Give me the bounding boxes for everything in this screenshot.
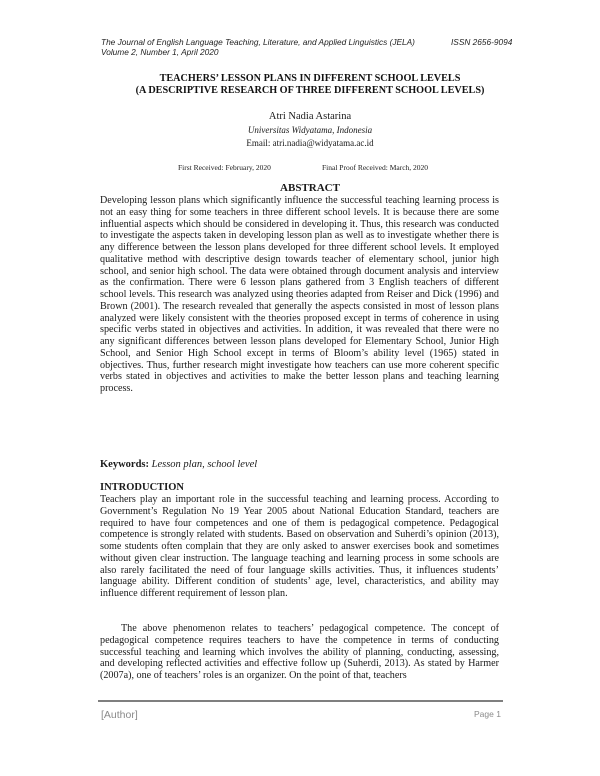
paper-title-line-2: (A DESCRIPTIVE RESEARCH OF THREE DIFFERENT SCHOOL LEVELS)	[135, 85, 485, 96]
keywords	[100, 459, 257, 470]
author-email: Email: atri.nadia@widyatama.ac.id	[246, 138, 374, 148]
keywords-value: Lesson plan, school level	[151, 459, 258, 470]
footer-divider	[98, 700, 503, 702]
keywords-label: Keywords:	[100, 459, 149, 470]
journal-header: The Journal of English Language Teaching, Literature, and Applied Linguistics (JELA)	[101, 37, 415, 47]
final-proof-date: Final Proof Received: March, 2020	[322, 163, 429, 172]
page-number: Page 1	[474, 709, 501, 719]
volume-info: Volume 2, Number 1, April 2020	[101, 47, 219, 57]
introduction-heading: INTRODUCTION	[100, 482, 185, 493]
introduction-paragraph-1: Teachers play an important role in the successful teaching and learning process. According to Government’s Regulation No 19 Year 2005 about National Education Standard, teachers are required to have four competences and one of them is pedagogical competence. Pedagogical competence is strongly related with students. Based on observation and Suherdi’s opinion (2013), some students often complain that they are only asked to answer exercises book and sometimes without given clear instruction. The language teaching and learning process in some schools are also rarely facilitated the need of four language skills activities. Thus, it influences students’ language ability. Different condition of students’ age, level, characteristics, and ability may influence different requirement of lesson plan.	[100, 494, 499, 599]
abstract-heading: ABSTRACT	[280, 182, 340, 194]
abstract-text: Developing lesson plans which significantly influence the successful teaching learning process is not an easy thing for some teachers in three different school levels. It is because there are some influential aspects which should be considered in developing it. Thus, this research was conducted to investigate the aspects taken in developing lesson plan as well as to investigate whether there is any difference between the lesson plans developed for three different school levels. It employed qualitative method with descriptive design towards teacher of elementary school, junior high school, and senior high school. The data were obtained through document analysis and interview as the confirmation. There were 6 lesson plans gathered from 3 English teachers of different school levels. This research was analyzed using theories adapted from Reiser and Dick (1996) and Brown (2001). The research revealed that generally the aspects consisted in most of lesson plans analyzed were likely consistent with the theories proposed except in terms of coherence in using specific verbs stated in objectives and activities. In addition, it was revealed that there were no any significant differences between lesson plans developed for Elementary School, Junior High School, and Senior High School except in terms of Bloom’s ability level (1965) stated in objectives. Thus, further research might investigate how teachers can use more coherent specific verbs stated in objectives and activities to make the better lesson plans and teaching learning process.	[100, 195, 499, 394]
footer-author: [Author]	[101, 709, 138, 721]
author-affiliation: Universitas Widyatama, Indonesia	[247, 125, 373, 135]
first-received-date: First Received: February, 2020	[178, 163, 271, 172]
introduction-paragraph-2: The above phenomenon relates to teachers’ pedagogical competence. The concept of pedagogical competence requires teachers to have the competence in terms of conducting successful teaching and learning which involves the ability of planning, conducting, assessing, and developing reflected activities and effective follow up (Suherdi, 2013). As stated by Harmer (2007a), one of teachers’ roles is an organizer. On the point of that, teachers	[100, 623, 499, 681]
author-name: Atri Nadia Astarina	[268, 111, 352, 122]
issn: ISSN 2656-9094	[451, 37, 513, 47]
paper-title-line-1: TEACHERS’ LESSON PLANS IN DIFFERENT SCHOOL LEVELS	[159, 73, 461, 84]
